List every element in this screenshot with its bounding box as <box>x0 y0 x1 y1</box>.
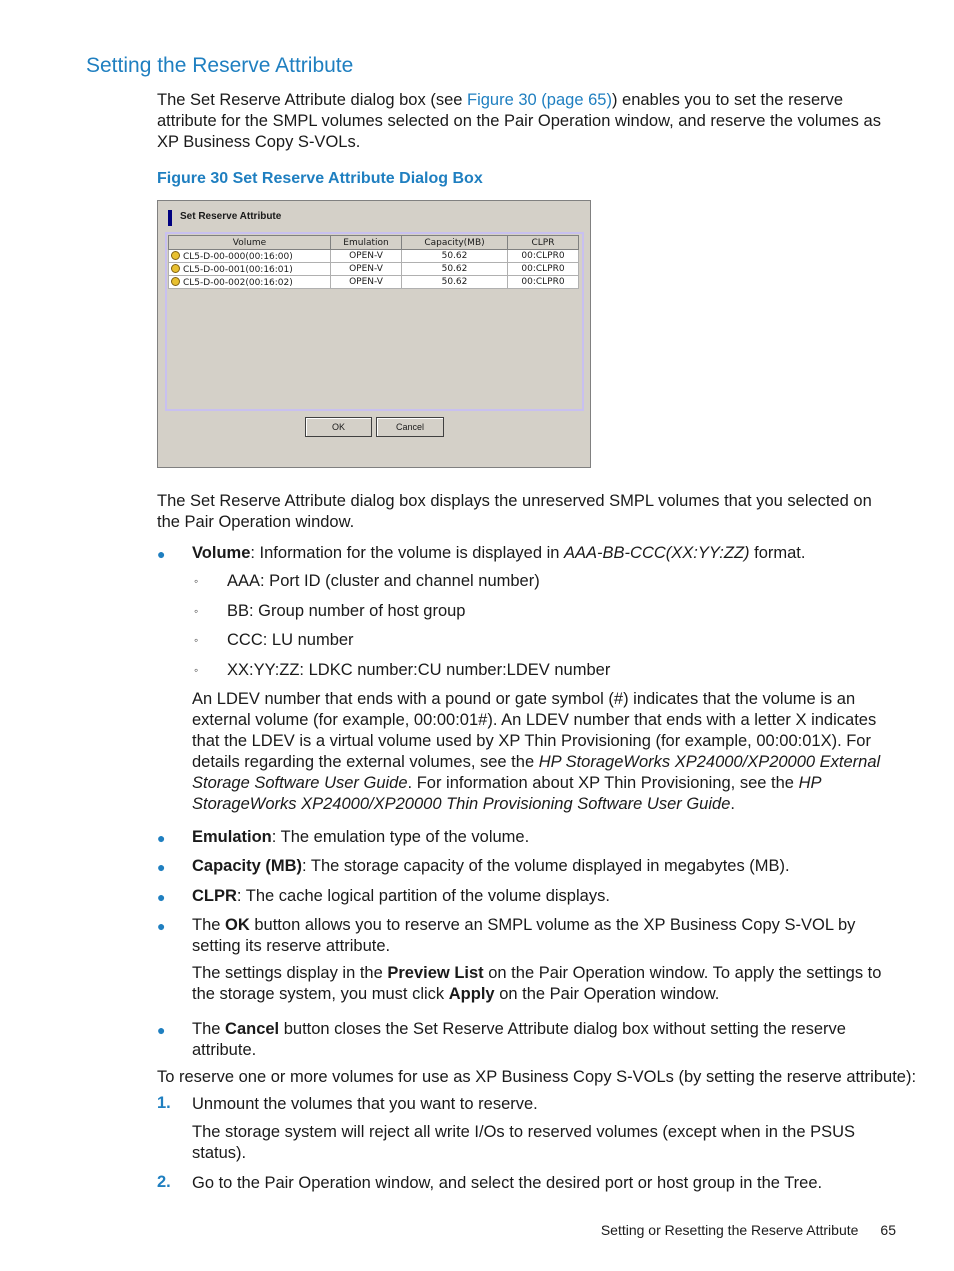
volume-table <box>168 235 579 289</box>
bullet-icon: ● <box>157 1022 166 1038</box>
bullet-icon: ● <box>157 859 166 875</box>
intro-paragraph <box>157 90 897 153</box>
text: : The cache logical partition of the volume displays. <box>236 887 610 905</box>
term: Emulation <box>192 828 272 846</box>
dialog-title: Set Reserve Attribute <box>180 211 282 222</box>
text: : The emulation type of the volume. <box>271 828 530 846</box>
emulation-item <box>192 827 897 848</box>
sub-item: XX:YY:ZZ: LDKC number:CU number:LDEV number <box>227 661 611 679</box>
clpr-item <box>192 886 897 907</box>
sub-item: CCC: LU number <box>227 631 354 649</box>
text: : The storage capacity of the volume displayed in megabytes (MB). <box>302 857 790 875</box>
volume-table-panel <box>165 232 584 411</box>
volume-icon <box>171 264 180 273</box>
col-emulation[interactable]: Emulation <box>331 236 402 250</box>
text: button closes the Set Reserve Attribute dialog box without setting the reserve attribute. <box>192 1020 846 1059</box>
title-accent <box>168 210 172 226</box>
page-number: 65 <box>880 1222 896 1238</box>
cancel-button[interactable]: Cancel <box>376 417 444 437</box>
table-row[interactable] <box>169 250 579 263</box>
table-row[interactable] <box>169 263 579 276</box>
col-clpr[interactable]: CLPR <box>508 236 579 250</box>
text: format. <box>749 544 806 562</box>
text: The <box>192 916 226 934</box>
clpr-cell: 00:CLPR0 <box>508 263 579 276</box>
volume-cell <box>169 263 331 276</box>
ldev-note <box>192 689 902 815</box>
volume-cell <box>169 250 331 263</box>
circle-bullet-icon: ◦ <box>194 574 199 588</box>
volume-item <box>192 543 897 564</box>
volume-id: CL5-D-00-002(00:16:02) <box>183 277 293 288</box>
emulation-cell: OPEN-V <box>331 276 402 289</box>
clpr-cell: 00:CLPR0 <box>508 250 579 263</box>
figure-link[interactable]: Figure 30 (page 65) <box>467 91 612 109</box>
term: OK <box>225 916 250 934</box>
text: The <box>192 1020 226 1038</box>
emulation-cell: OPEN-V <box>331 263 402 276</box>
volume-cell <box>169 276 331 289</box>
text: . <box>730 795 735 813</box>
bullet-icon: ● <box>157 889 166 905</box>
guide-title: HP StorageWorks XP24000/XP20000 External Storage Software User Guide <box>192 753 881 792</box>
ok-item-note <box>192 963 897 1005</box>
capacity-cell: 50.62 <box>402 250 508 263</box>
footer-title: Setting or Resetting the Reserve Attribute <box>600 1222 859 1238</box>
step-text: Unmount the volumes that you want to reserve. <box>192 1095 538 1113</box>
figure-caption: Figure 30 Set Reserve Attribute Dialog Box <box>157 170 483 187</box>
term: Volume <box>192 544 251 562</box>
clpr-cell: 00:CLPR0 <box>508 276 579 289</box>
text: button allows you to reserve an SMPL volume as the XP Business Copy S-VOL by setting its reserve attribute. <box>192 916 856 955</box>
emulation-cell: OPEN-V <box>331 250 402 263</box>
bullet-icon: ● <box>157 546 166 562</box>
term: Capacity (MB) <box>192 857 303 875</box>
intro-text-end: ) enables you to set the reserve attribute for the SMPL volumes selected on the Pair Operation window, and reserve the volumes as XP Business Copy S-VOLs. <box>157 91 881 151</box>
term: Apply <box>448 985 495 1003</box>
text: An LDEV number that ends with a pound or gate symbol (#) indicates that the volume is an external volume (for example, 00:00:01#). An LDEV number that ends with a letter X indicates that the LDEV is a virtual volume used by XP Thin Provisioning (for example, 00:00:01X). For details regarding the external volumes, see the <box>192 690 877 771</box>
intro-text: The Set Reserve Attribute dialog box (see <box>157 91 468 109</box>
volume-id: CL5-D-00-000(00:16:00) <box>183 251 293 262</box>
procedure-intro: To reserve one or more volumes for use as XP Business Copy S-VOLs (by setting the reserve attribute): <box>157 1068 917 1086</box>
bullet-icon: ● <box>157 918 166 934</box>
ok-button[interactable]: OK <box>305 417 372 437</box>
col-capacity[interactable]: Capacity(MB) <box>402 236 508 250</box>
text: : Information for the volume is displayed in <box>250 544 565 562</box>
circle-bullet-icon: ◦ <box>194 604 199 618</box>
capacity-cell: 50.62 <box>402 263 508 276</box>
format: AAA-BB-CCC(XX:YY:ZZ) <box>564 544 750 562</box>
text: on the Pair Operation window. <box>494 985 720 1003</box>
term: CLPR <box>192 887 237 905</box>
sub-item: BB: Group number of host group <box>227 602 466 620</box>
sub-item: AAA: Port ID (cluster and channel number) <box>227 572 540 590</box>
volume-icon <box>171 277 180 286</box>
volume-id: CL5-D-00-001(00:16:01) <box>183 264 293 275</box>
guide-title: HP StorageWorks XP24000/XP20000 Thin Provisioning Software User Guide <box>192 774 821 813</box>
bullet-icon: ● <box>157 830 166 846</box>
description-paragraph: The Set Reserve Attribute dialog box displays the unreserved SMPL volumes that you selected on the Pair Operation window. <box>157 492 872 531</box>
step-text: Go to the Pair Operation window, and select the desired port or host group in the Tree. <box>192 1174 823 1192</box>
term: Cancel <box>225 1020 280 1038</box>
set-reserve-attribute-dialog <box>157 200 591 468</box>
section-heading: Setting the Reserve Attribute <box>86 54 354 77</box>
term: Preview List <box>387 964 484 982</box>
step-number: 2. <box>157 1173 171 1191</box>
capacity-item <box>192 856 897 877</box>
step-number: 1. <box>157 1094 171 1112</box>
circle-bullet-icon: ◦ <box>194 633 199 647</box>
text: . For information about XP Thin Provisioning, see the <box>407 774 799 792</box>
circle-bullet-icon: ◦ <box>194 663 199 677</box>
page-footer <box>601 1222 896 1238</box>
cancel-item <box>192 1019 897 1061</box>
table-row[interactable] <box>169 276 579 289</box>
volume-icon <box>171 251 180 260</box>
capacity-cell: 50.62 <box>402 276 508 289</box>
text: on the Pair Operation window. To apply the settings to the storage system, you must click <box>192 964 882 1003</box>
ok-item <box>192 915 897 957</box>
dialog-title-bar <box>168 209 582 227</box>
step-note: The storage system will reject all write I/Os to reserved volumes (except when in the PSUS status). <box>192 1123 856 1162</box>
text: The settings display in the <box>192 964 388 982</box>
col-volume[interactable]: Volume <box>169 236 331 250</box>
